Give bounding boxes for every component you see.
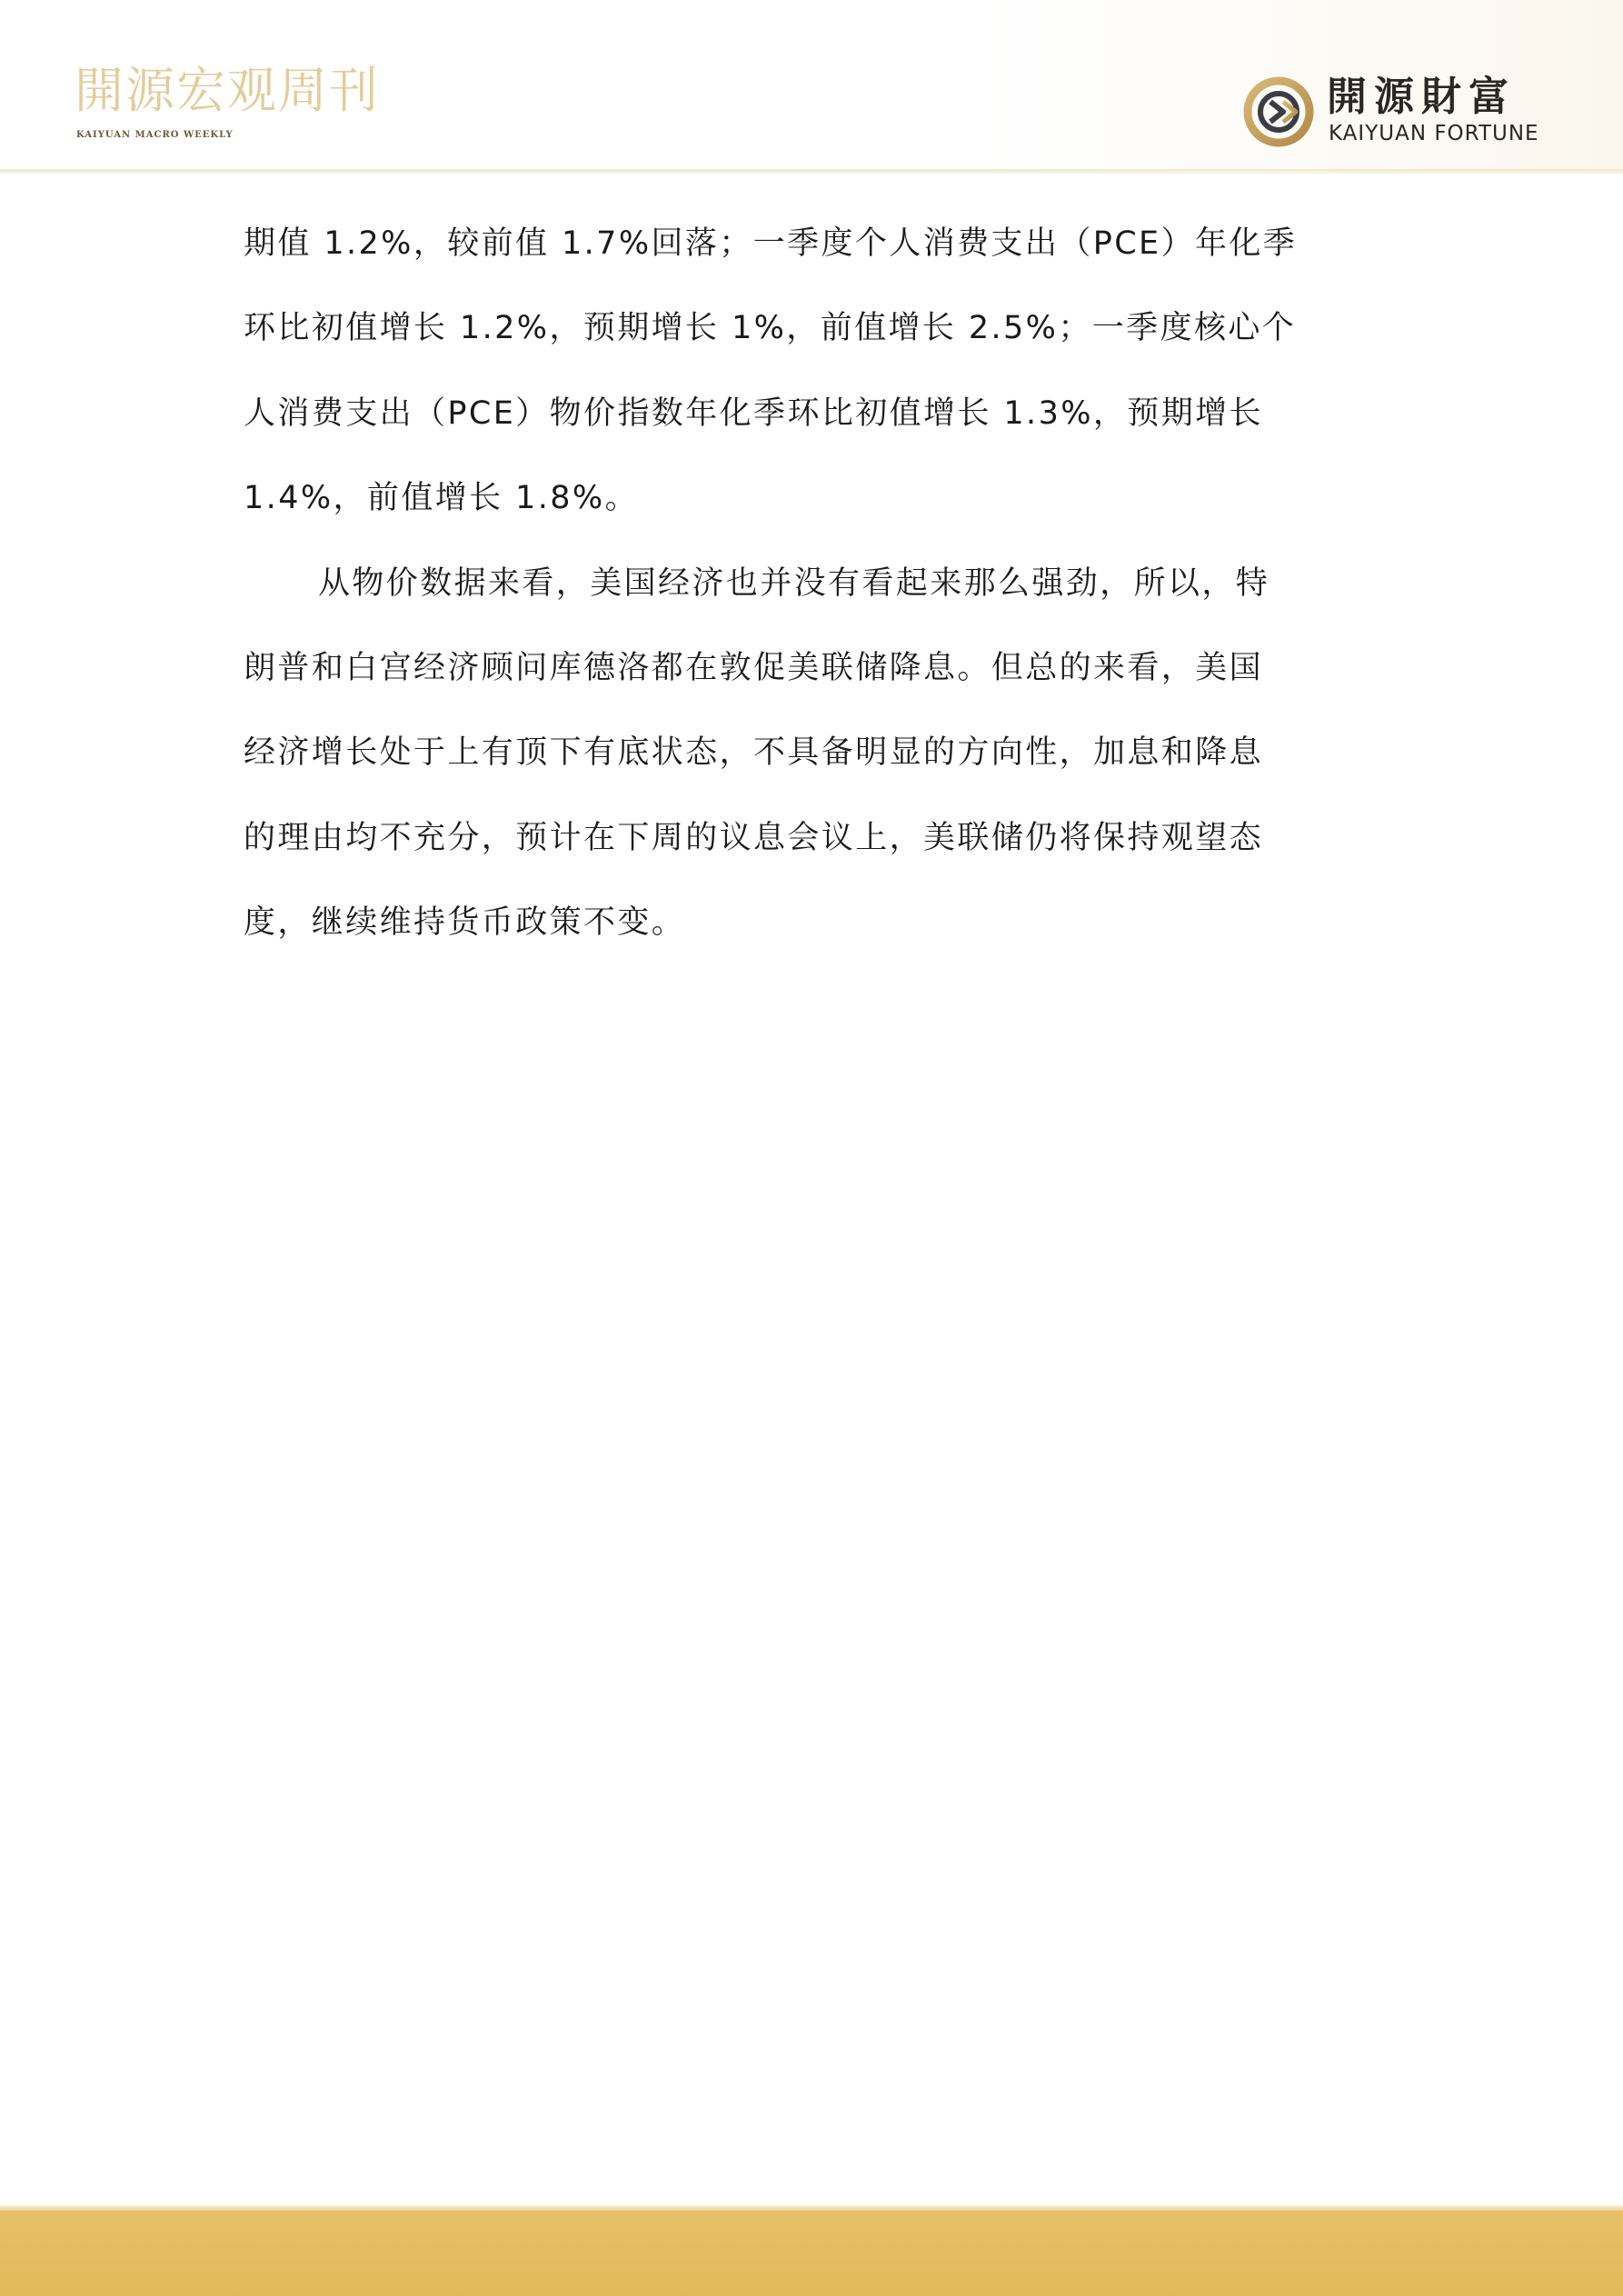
text-line: 1.4%，前值增长 1.8%。 bbox=[244, 480, 639, 517]
text-line: 朗普和白宫经济顾问库德洛都在敦促美联储降息。但总的来看，美国 bbox=[244, 649, 1264, 686]
company-name: 開源財富 bbox=[1327, 74, 1516, 120]
body-text bbox=[244, 202, 1376, 966]
paragraph-first-line: 从物价数据来看，美国经济也并没有看起来那么强劲，所以，特 bbox=[318, 564, 1270, 602]
header-divider bbox=[0, 169, 1623, 174]
publication-subtitle: KAIYUAN MACRO WEEKLY bbox=[76, 130, 234, 140]
text-line: 环比初值增长 1.2%，预期增长 1%，前值增长 2.5%；一季度核心个 bbox=[244, 310, 1297, 347]
text-line: 期值 1.2%，较前值 1.7%回落；一季度个人消费支出（PCE）年化季 bbox=[244, 225, 1298, 262]
company-name-english: KAIYUAN FORTUNE bbox=[1329, 122, 1539, 145]
text-line: 的理由均不充分，预计在下周的议息会议上，美联储仍将保持观望态 bbox=[244, 819, 1264, 856]
page-header bbox=[0, 0, 1623, 173]
company-brand bbox=[1243, 75, 1543, 147]
kaiyuan-logo-icon bbox=[1243, 76, 1314, 147]
text-line: 度，继续维持货币政策不变。 bbox=[244, 904, 686, 942]
publication-brand bbox=[75, 64, 383, 145]
text-line: 人消费支出（PCE）物价指数年化季环比初值增长 1.3%，预期增长 bbox=[244, 394, 1263, 432]
text-line: 经济增长处于上有顶下有底状态，不具备明显的方向性，加息和降息 bbox=[244, 734, 1264, 772]
publication-title: 開源宏观周刊 bbox=[75, 62, 380, 119]
footer-band bbox=[0, 2211, 1623, 2296]
